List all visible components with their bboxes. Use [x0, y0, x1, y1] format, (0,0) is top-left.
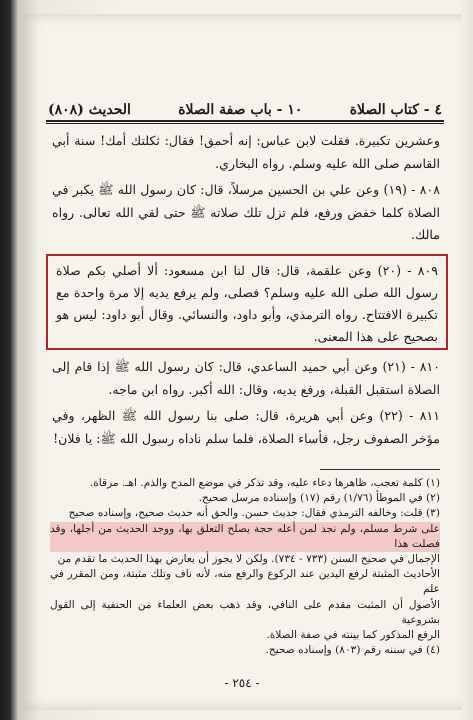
footnote: (٤) في سننه رقم (٨٠٣) وإسناده صحيح. — [265, 644, 440, 657]
header-chapter-title: ١٠ - باب صفة الصلاة — [178, 102, 303, 118]
main-text-bottom — [52, 356, 440, 454]
running-header — [48, 92, 442, 118]
header-hadith-range: الحديث (٨٠٨) — [48, 102, 131, 118]
main-text-top — [52, 130, 440, 251]
hadith-808: ٨٠٨ - (١٩) وعن علي بن الحسين مرسلاً، قال: كان رسول الله ﷺ يكبر في الصلاة كلما خفض ورفع، فلم تزل تلك صلاته ﷺ حتى لقي الله تعالى. رواه مالك. — [52, 182, 440, 242]
footnote: (٣) قلت: وخالفه الترمذي فقال: حديث حسن. والحق أنه حديث صحيح، وإسناده صحيح — [68, 507, 440, 520]
hadith-811: ٨١١ - (٢٢) وعن أبي هريرة، قال: صلى بنا رسول الله ﷺ الظهر، وفي مؤخر الصفوف رجل، فأساء الصلاة، فلما سلم ناداه رسول الله ﷺ: يا فلان! — [52, 408, 441, 446]
footnote: الأحاديث المثبتة لرفع اليدين عند الركوع والرفع منه، لأنه ناف وتلك مثبتة، ومن المقرر في علم — [50, 568, 440, 596]
book-page — [22, 14, 462, 710]
highlighted-hadith-809: ٨٠٩ - (٢٠) وعن علقمة، قال: قال لنا ابن مسعود: ألا أصلي بكم صلاة رسول الله صلى الله عليه وسلم؟ فصلى، ولم يرفع يديه إلا مرة واحدة مع تكبيرة الافتتاح. رواه الترمذي، وأبو داود، والنسائي. وقال أبو داود: ليس هو بصحيح على هذا المعنى. — [46, 254, 448, 350]
hadith-810: ٨١٠ - (٢١) وعن أبي حميد الساعدي، قال: كان رسول الله ﷺ إذا قام إلى الصلاة استقبل القبلة، ورفع يديه، وقال: الله أكبر. رواه ابن ماجه. — [52, 359, 440, 397]
footnote: (٢) في الموطأ (١/٧٦) رقم (١٧) وإسناده مرسل صحيح. — [198, 492, 440, 505]
footnote: الإجمال في صحيح السنن (٧٣٣ - ٧٣٤). ولكن لا يجوز أن يعارض بهذا الحديث ما تقدم من — [57, 553, 440, 566]
header-book-title: ٤ - كتاب الصلاة — [349, 102, 442, 118]
paragraph: وعشرين تكبيرة. فقلت لابن عباس: إنه أحمق! فقال: ثكلتك أمك! سنة أبي القاسم صلى الله عليه وسلم. رواه البخاري. — [52, 133, 440, 171]
footnotes — [50, 476, 440, 658]
footnote: (١) كلمة تعجب، ظاهرها دعاء عليه، وقد تذكر في موضع المدح والذم. اهـ. مرقاة. — [89, 477, 440, 489]
footnote-marked-line: على شرط مسلم، ولم نجد لمن أعله حجة يصلح التعلق بها، ووجد الحديث من أجلها، وقد فصلت هذا — [50, 522, 440, 552]
footnote: الرفع المذكور كما بينته في صفة الصلاة. — [266, 629, 440, 642]
page-number: - ٢٥٤ - — [224, 676, 260, 690]
footnote: الأصول أن المثبت مقدم على النافي، وقد ذهب بعض العلماء من الحنفية إلى القول بشروعية — [50, 598, 440, 626]
footnote-rule — [320, 469, 440, 470]
header-rule — [46, 120, 444, 122]
header-rule-thin — [46, 123, 444, 124]
